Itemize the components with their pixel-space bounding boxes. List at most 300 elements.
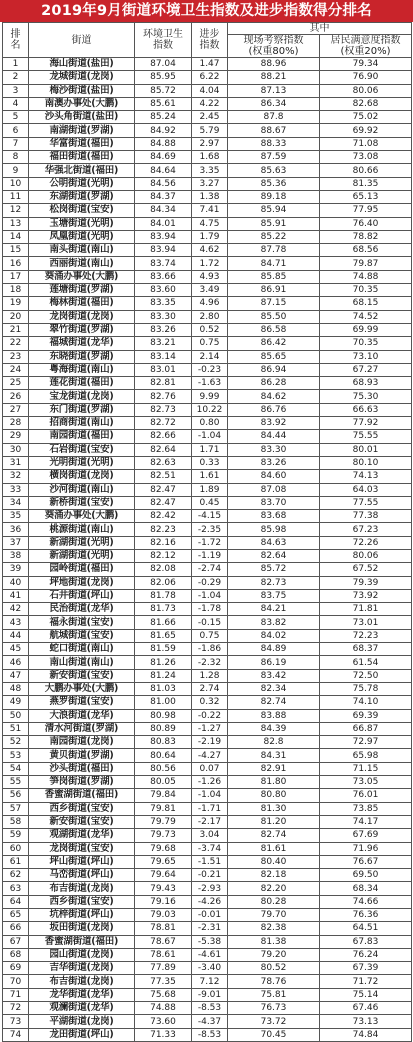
table-row <box>3 669 412 682</box>
satisfaction-index-cell: 79.39 <box>320 576 412 589</box>
street-cell: 海山街道(盐田) <box>29 58 135 71</box>
progress-index-cell: 4.75 <box>192 217 228 230</box>
table-row <box>3 776 412 789</box>
satisfaction-index-cell: 75.55 <box>320 430 412 443</box>
env-index-cell: 81.73 <box>135 603 192 616</box>
progress-index-cell: -4.15 <box>192 510 228 523</box>
progress-index-cell: -2.31 <box>192 922 228 935</box>
progress-index-cell: -8.53 <box>192 1028 228 1041</box>
field-index-cell: 84.31 <box>228 749 320 762</box>
header-field-index: 现场考察指数 (权重80%) <box>228 35 320 58</box>
field-index-cell: 81.80 <box>228 776 320 789</box>
field-index-cell: 87.8 <box>228 111 320 124</box>
rank-cell: 36 <box>3 523 29 536</box>
field-index-cell: 81.20 <box>228 815 320 828</box>
table-row <box>3 417 412 430</box>
rank-cell: 63 <box>3 882 29 895</box>
table-row <box>3 523 412 536</box>
satisfaction-index-cell: 81.35 <box>320 177 412 190</box>
table-row <box>3 975 412 988</box>
satisfaction-index-cell: 64.03 <box>320 483 412 496</box>
street-cell: 燕罗街道(宝安) <box>29 696 135 709</box>
satisfaction-index-cell: 80.10 <box>320 456 412 469</box>
table-row <box>3 696 412 709</box>
table-row <box>3 470 412 483</box>
field-index-cell: 84.39 <box>228 722 320 735</box>
table-row <box>3 337 412 350</box>
street-cell: 观澜街道(龙华) <box>29 1002 135 1015</box>
rank-cell: 26 <box>3 390 29 403</box>
progress-index-cell: 5.79 <box>192 124 228 137</box>
table-row <box>3 962 412 975</box>
satisfaction-index-cell: 67.83 <box>320 935 412 948</box>
env-index-cell: 85.95 <box>135 71 192 84</box>
rank-cell: 71 <box>3 988 29 1001</box>
field-index-cell: 87.78 <box>228 244 320 257</box>
table-row <box>3 709 412 722</box>
progress-index-cell: 1.89 <box>192 483 228 496</box>
street-cell: 龙岗街道(龙岗) <box>29 310 135 323</box>
street-cell: 东门街道(罗湖) <box>29 403 135 416</box>
rank-cell: 18 <box>3 284 29 297</box>
rank-cell: 21 <box>3 323 29 336</box>
env-index-cell: 84.34 <box>135 204 192 217</box>
field-index-cell: 83.88 <box>228 709 320 722</box>
satisfaction-index-cell: 75.14 <box>320 988 412 1001</box>
satisfaction-index-cell: 74.52 <box>320 310 412 323</box>
field-index-cell: 85.22 <box>228 230 320 243</box>
field-index-cell: 88.21 <box>228 71 320 84</box>
progress-index-cell: 2.74 <box>192 682 228 695</box>
progress-index-cell: 3.35 <box>192 164 228 177</box>
rank-cell: 57 <box>3 802 29 815</box>
progress-index-cell: 6.22 <box>192 71 228 84</box>
street-cell: 沙河街道(南山) <box>29 483 135 496</box>
table-row <box>3 217 412 230</box>
satisfaction-index-cell: 75.02 <box>320 111 412 124</box>
progress-index-cell: -1.26 <box>192 776 228 789</box>
rank-cell: 34 <box>3 496 29 509</box>
satisfaction-index-cell: 65.98 <box>320 749 412 762</box>
field-index-cell: 86.58 <box>228 323 320 336</box>
env-index-cell: 85.24 <box>135 111 192 124</box>
satisfaction-index-cell: 74.13 <box>320 470 412 483</box>
satisfaction-index-cell: 77.92 <box>320 417 412 430</box>
progress-index-cell: 0.33 <box>192 456 228 469</box>
env-index-cell: 79.81 <box>135 802 192 815</box>
rank-cell: 22 <box>3 337 29 350</box>
field-index-cell: 86.94 <box>228 363 320 376</box>
field-index-cell: 83.26 <box>228 456 320 469</box>
satisfaction-index-cell: 69.92 <box>320 124 412 137</box>
satisfaction-index-cell: 75.30 <box>320 390 412 403</box>
progress-index-cell: 2.45 <box>192 111 228 124</box>
table-row <box>3 496 412 509</box>
progress-index-cell: -1.04 <box>192 589 228 602</box>
street-cell: 葵涌办事处(大鹏) <box>29 510 135 523</box>
progress-index-cell: 4.62 <box>192 244 228 257</box>
progress-index-cell: -9.01 <box>192 988 228 1001</box>
env-index-cell: 79.84 <box>135 789 192 802</box>
rank-cell: 55 <box>3 776 29 789</box>
field-index-cell: 82.38 <box>228 922 320 935</box>
satisfaction-index-cell: 73.01 <box>320 616 412 629</box>
table-row <box>3 164 412 177</box>
rank-cell: 64 <box>3 895 29 908</box>
satisfaction-index-cell: 77.55 <box>320 496 412 509</box>
street-cell: 坂田街道(龙岗) <box>29 922 135 935</box>
progress-index-cell: 0.75 <box>192 629 228 642</box>
satisfaction-index-cell: 74.88 <box>320 270 412 283</box>
env-index-cell: 82.42 <box>135 510 192 523</box>
field-index-cell: 82.20 <box>228 882 320 895</box>
field-index-cell: 80.28 <box>228 895 320 908</box>
street-cell: 坪山街道(坪山) <box>29 855 135 868</box>
rank-cell: 59 <box>3 829 29 842</box>
field-index-cell: 86.42 <box>228 337 320 350</box>
field-index-cell: 81.30 <box>228 802 320 815</box>
field-index-cell: 82.91 <box>228 762 320 775</box>
progress-index-cell: -2.74 <box>192 563 228 576</box>
env-index-cell: 79.65 <box>135 855 192 868</box>
table-row <box>3 736 412 749</box>
env-index-cell: 81.26 <box>135 656 192 669</box>
env-index-cell: 81.78 <box>135 589 192 602</box>
rank-cell: 29 <box>3 430 29 443</box>
field-index-cell: 82.73 <box>228 576 320 589</box>
field-index-cell: 89.18 <box>228 190 320 203</box>
street-cell: 招商街道(南山) <box>29 417 135 430</box>
rank-cell: 28 <box>3 417 29 430</box>
env-index-cell: 81.65 <box>135 629 192 642</box>
table-row <box>3 403 412 416</box>
env-index-cell: 82.76 <box>135 390 192 403</box>
street-cell: 东晓街道(罗湖) <box>29 350 135 363</box>
street-cell: 香蜜湖街道(福田) <box>29 935 135 948</box>
table-body <box>3 58 412 1042</box>
progress-index-cell: 1.68 <box>192 151 228 164</box>
env-index-cell: 79.68 <box>135 842 192 855</box>
progress-index-cell: -1.27 <box>192 722 228 735</box>
progress-index-cell: 1.47 <box>192 58 228 71</box>
progress-index-cell: -2.32 <box>192 656 228 669</box>
field-index-cell: 83.30 <box>228 443 320 456</box>
satisfaction-index-cell: 71.81 <box>320 603 412 616</box>
satisfaction-index-cell: 69.39 <box>320 709 412 722</box>
rank-cell: 54 <box>3 762 29 775</box>
satisfaction-index-cell: 73.92 <box>320 589 412 602</box>
env-index-cell: 81.24 <box>135 669 192 682</box>
street-cell: 黄贝街道(罗湖) <box>29 749 135 762</box>
rank-cell: 5 <box>3 111 29 124</box>
env-index-cell: 82.81 <box>135 377 192 390</box>
progress-index-cell: -0.01 <box>192 909 228 922</box>
env-index-cell: 83.14 <box>135 350 192 363</box>
rank-cell: 17 <box>3 270 29 283</box>
env-index-cell: 82.16 <box>135 536 192 549</box>
field-index-cell: 81.38 <box>228 935 320 948</box>
env-index-cell: 83.01 <box>135 363 192 376</box>
table-row <box>3 549 412 562</box>
rank-cell: 56 <box>3 789 29 802</box>
progress-index-cell: -2.19 <box>192 736 228 749</box>
progress-index-cell: 0.80 <box>192 417 228 430</box>
satisfaction-index-cell: 76.40 <box>320 217 412 230</box>
env-index-cell: 79.03 <box>135 909 192 922</box>
rank-cell: 14 <box>3 230 29 243</box>
progress-index-cell: 3.49 <box>192 284 228 297</box>
field-index-cell: 88.33 <box>228 137 320 150</box>
table-row <box>3 430 412 443</box>
env-index-cell: 83.60 <box>135 284 192 297</box>
progress-index-cell: -4.26 <box>192 895 228 908</box>
progress-index-cell: -2.35 <box>192 523 228 536</box>
table-row <box>3 722 412 735</box>
field-index-cell: 84.21 <box>228 603 320 616</box>
progress-index-cell: 7.12 <box>192 975 228 988</box>
rank-cell: 43 <box>3 616 29 629</box>
progress-index-cell: -1.19 <box>192 549 228 562</box>
street-cell: 大鹏办事处(大鹏) <box>29 682 135 695</box>
field-index-cell: 85.65 <box>228 350 320 363</box>
field-index-cell: 86.28 <box>228 377 320 390</box>
street-cell: 新湖街道(光明) <box>29 549 135 562</box>
satisfaction-index-cell: 80.06 <box>320 84 412 97</box>
env-index-cell: 77.89 <box>135 962 192 975</box>
table-row <box>3 922 412 935</box>
table-row <box>3 935 412 948</box>
satisfaction-index-cell: 73.13 <box>320 1015 412 1028</box>
street-cell: 华富街道(福田) <box>29 137 135 150</box>
field-index-cell: 84.89 <box>228 643 320 656</box>
env-index-cell: 83.30 <box>135 310 192 323</box>
progress-index-cell: 3.04 <box>192 829 228 842</box>
field-index-cell: 81.61 <box>228 842 320 855</box>
env-index-cell: 80.83 <box>135 736 192 749</box>
rank-cell: 13 <box>3 217 29 230</box>
env-index-cell: 82.47 <box>135 483 192 496</box>
rank-cell: 49 <box>3 696 29 709</box>
progress-index-cell: -0.29 <box>192 576 228 589</box>
street-cell: 光明街道(光明) <box>29 456 135 469</box>
env-index-cell: 73.60 <box>135 1015 192 1028</box>
table-row <box>3 563 412 576</box>
field-index-cell: 85.85 <box>228 270 320 283</box>
env-index-cell: 78.67 <box>135 935 192 948</box>
rank-cell: 67 <box>3 935 29 948</box>
field-index-cell: 78.76 <box>228 975 320 988</box>
env-index-cell: 83.94 <box>135 230 192 243</box>
table-row <box>3 1028 412 1041</box>
satisfaction-index-cell: 71.15 <box>320 762 412 775</box>
table-row <box>3 510 412 523</box>
rank-cell: 44 <box>3 629 29 642</box>
progress-index-cell: 1.61 <box>192 470 228 483</box>
page-title: 2019年9月街道环境卫生指数及进步指数得分排名 <box>0 0 413 22</box>
progress-index-cell: -1.71 <box>192 802 228 815</box>
rank-cell: 45 <box>3 643 29 656</box>
header-satisfaction-index: 居民满意度指数 (权重20%) <box>320 35 412 58</box>
env-index-cell: 82.23 <box>135 523 192 536</box>
rank-cell: 73 <box>3 1015 29 1028</box>
progress-index-cell: -4.37 <box>192 1015 228 1028</box>
table-row <box>3 377 412 390</box>
street-cell: 葵涌办事处(大鹏) <box>29 270 135 283</box>
env-index-cell: 79.79 <box>135 815 192 828</box>
satisfaction-index-cell: 71.72 <box>320 975 412 988</box>
header-env-index: 环境卫生 指数 <box>135 23 192 58</box>
rank-cell: 3 <box>3 84 29 97</box>
satisfaction-index-cell: 77.38 <box>320 510 412 523</box>
table-row <box>3 97 412 110</box>
table-row <box>3 789 412 802</box>
rank-cell: 2 <box>3 71 29 84</box>
rank-cell: 69 <box>3 962 29 975</box>
field-index-cell: 84.02 <box>228 629 320 642</box>
env-index-cell: 82.63 <box>135 456 192 469</box>
table-row <box>3 363 412 376</box>
rank-cell: 48 <box>3 682 29 695</box>
field-index-cell: 87.15 <box>228 297 320 310</box>
street-cell: 南园街道(福田) <box>29 430 135 443</box>
table-row <box>3 749 412 762</box>
progress-index-cell: -0.21 <box>192 869 228 882</box>
rank-cell: 16 <box>3 257 29 270</box>
env-index-cell: 79.73 <box>135 829 192 842</box>
street-cell: 新湖街道(光明) <box>29 536 135 549</box>
street-cell: 西丽街道(南山) <box>29 257 135 270</box>
rank-cell: 27 <box>3 403 29 416</box>
satisfaction-index-cell: 73.10 <box>320 350 412 363</box>
rank-cell: 31 <box>3 456 29 469</box>
street-cell: 观湖街道(龙华) <box>29 829 135 842</box>
street-cell: 笋岗街道(罗湖) <box>29 776 135 789</box>
satisfaction-index-cell: 61.54 <box>320 656 412 669</box>
street-cell: 坑梓街道(坪山) <box>29 909 135 922</box>
satisfaction-index-cell: 76.67 <box>320 855 412 868</box>
table-row <box>3 151 412 164</box>
rank-cell: 68 <box>3 948 29 961</box>
table-row <box>3 310 412 323</box>
rank-cell: 23 <box>3 350 29 363</box>
rank-cell: 7 <box>3 137 29 150</box>
street-cell: 平湖街道(龙岗) <box>29 1015 135 1028</box>
table-row <box>3 895 412 908</box>
field-index-cell: 83.42 <box>228 669 320 682</box>
street-cell: 石井街道(坪山) <box>29 589 135 602</box>
satisfaction-index-cell: 69.99 <box>320 323 412 336</box>
satisfaction-index-cell: 67.69 <box>320 829 412 842</box>
header-rank: 排 名 <box>3 23 29 58</box>
env-index-cell: 83.74 <box>135 257 192 270</box>
table-row <box>3 443 412 456</box>
satisfaction-index-cell: 80.06 <box>320 549 412 562</box>
progress-index-cell: -0.15 <box>192 616 228 629</box>
field-index-cell: 88.96 <box>228 58 320 71</box>
table-row <box>3 1015 412 1028</box>
progress-index-cell: -1.72 <box>192 536 228 549</box>
satisfaction-index-cell: 74.17 <box>320 815 412 828</box>
street-cell: 福永街道(宝安) <box>29 616 135 629</box>
street-cell: 梅沙街道(盐田) <box>29 84 135 97</box>
progress-index-cell: 0.32 <box>192 696 228 709</box>
rank-cell: 51 <box>3 722 29 735</box>
street-cell: 公明街道(光明) <box>29 177 135 190</box>
street-cell: 南园街道(龙岗) <box>29 736 135 749</box>
satisfaction-index-cell: 71.08 <box>320 137 412 150</box>
progress-index-cell: -3.40 <box>192 962 228 975</box>
satisfaction-index-cell: 79.34 <box>320 58 412 71</box>
field-index-cell: 82.34 <box>228 682 320 695</box>
env-index-cell: 84.69 <box>135 151 192 164</box>
env-index-cell: 87.04 <box>135 58 192 71</box>
progress-index-cell: 1.79 <box>192 230 228 243</box>
env-index-cell: 82.73 <box>135 403 192 416</box>
street-cell: 园岭街道(福田) <box>29 563 135 576</box>
table-row <box>3 682 412 695</box>
env-index-cell: 83.26 <box>135 323 192 336</box>
street-cell: 横岗街道(龙岗) <box>29 470 135 483</box>
progress-index-cell: 0.45 <box>192 496 228 509</box>
street-cell: 坪地街道(龙岗) <box>29 576 135 589</box>
street-cell: 马峦街道(坪山) <box>29 869 135 882</box>
field-index-cell: 79.20 <box>228 948 320 961</box>
env-index-cell: 75.68 <box>135 988 192 1001</box>
env-index-cell: 79.16 <box>135 895 192 908</box>
header-among: 其中 <box>228 23 412 35</box>
progress-index-cell: -1.04 <box>192 430 228 443</box>
satisfaction-index-cell: 78.82 <box>320 230 412 243</box>
field-index-cell: 82.18 <box>228 869 320 882</box>
env-index-cell: 82.08 <box>135 563 192 576</box>
rank-cell: 46 <box>3 656 29 669</box>
satisfaction-index-cell: 74.66 <box>320 895 412 908</box>
field-index-cell: 87.13 <box>228 84 320 97</box>
rank-cell: 42 <box>3 603 29 616</box>
progress-index-cell: 4.96 <box>192 297 228 310</box>
field-index-cell: 84.63 <box>228 536 320 549</box>
street-cell: 粤海街道(南山) <box>29 363 135 376</box>
env-index-cell: 82.12 <box>135 549 192 562</box>
env-index-cell: 83.21 <box>135 337 192 350</box>
progress-index-cell: 4.04 <box>192 84 228 97</box>
table-row <box>3 629 412 642</box>
progress-index-cell: 0.52 <box>192 323 228 336</box>
env-index-cell: 74.88 <box>135 1002 192 1015</box>
env-index-cell: 84.92 <box>135 124 192 137</box>
satisfaction-index-cell: 75.78 <box>320 682 412 695</box>
progress-index-cell: -1.86 <box>192 643 228 656</box>
rank-cell: 61 <box>3 855 29 868</box>
field-index-cell: 82.64 <box>228 549 320 562</box>
rank-cell: 39 <box>3 563 29 576</box>
satisfaction-index-cell: 72.50 <box>320 669 412 682</box>
rank-cell: 70 <box>3 975 29 988</box>
env-index-cell: 82.72 <box>135 417 192 430</box>
rank-cell: 15 <box>3 244 29 257</box>
satisfaction-index-cell: 68.37 <box>320 643 412 656</box>
satisfaction-index-cell: 66.87 <box>320 722 412 735</box>
rank-cell: 30 <box>3 443 29 456</box>
street-cell: 西乡街道(宝安) <box>29 895 135 908</box>
table-row <box>3 323 412 336</box>
progress-index-cell: -2.93 <box>192 882 228 895</box>
table-row <box>3 297 412 310</box>
rank-cell: 58 <box>3 815 29 828</box>
env-index-cell: 85.61 <box>135 97 192 110</box>
field-index-cell: 84.71 <box>228 257 320 270</box>
street-cell: 龙田街道(坪山) <box>29 1028 135 1041</box>
